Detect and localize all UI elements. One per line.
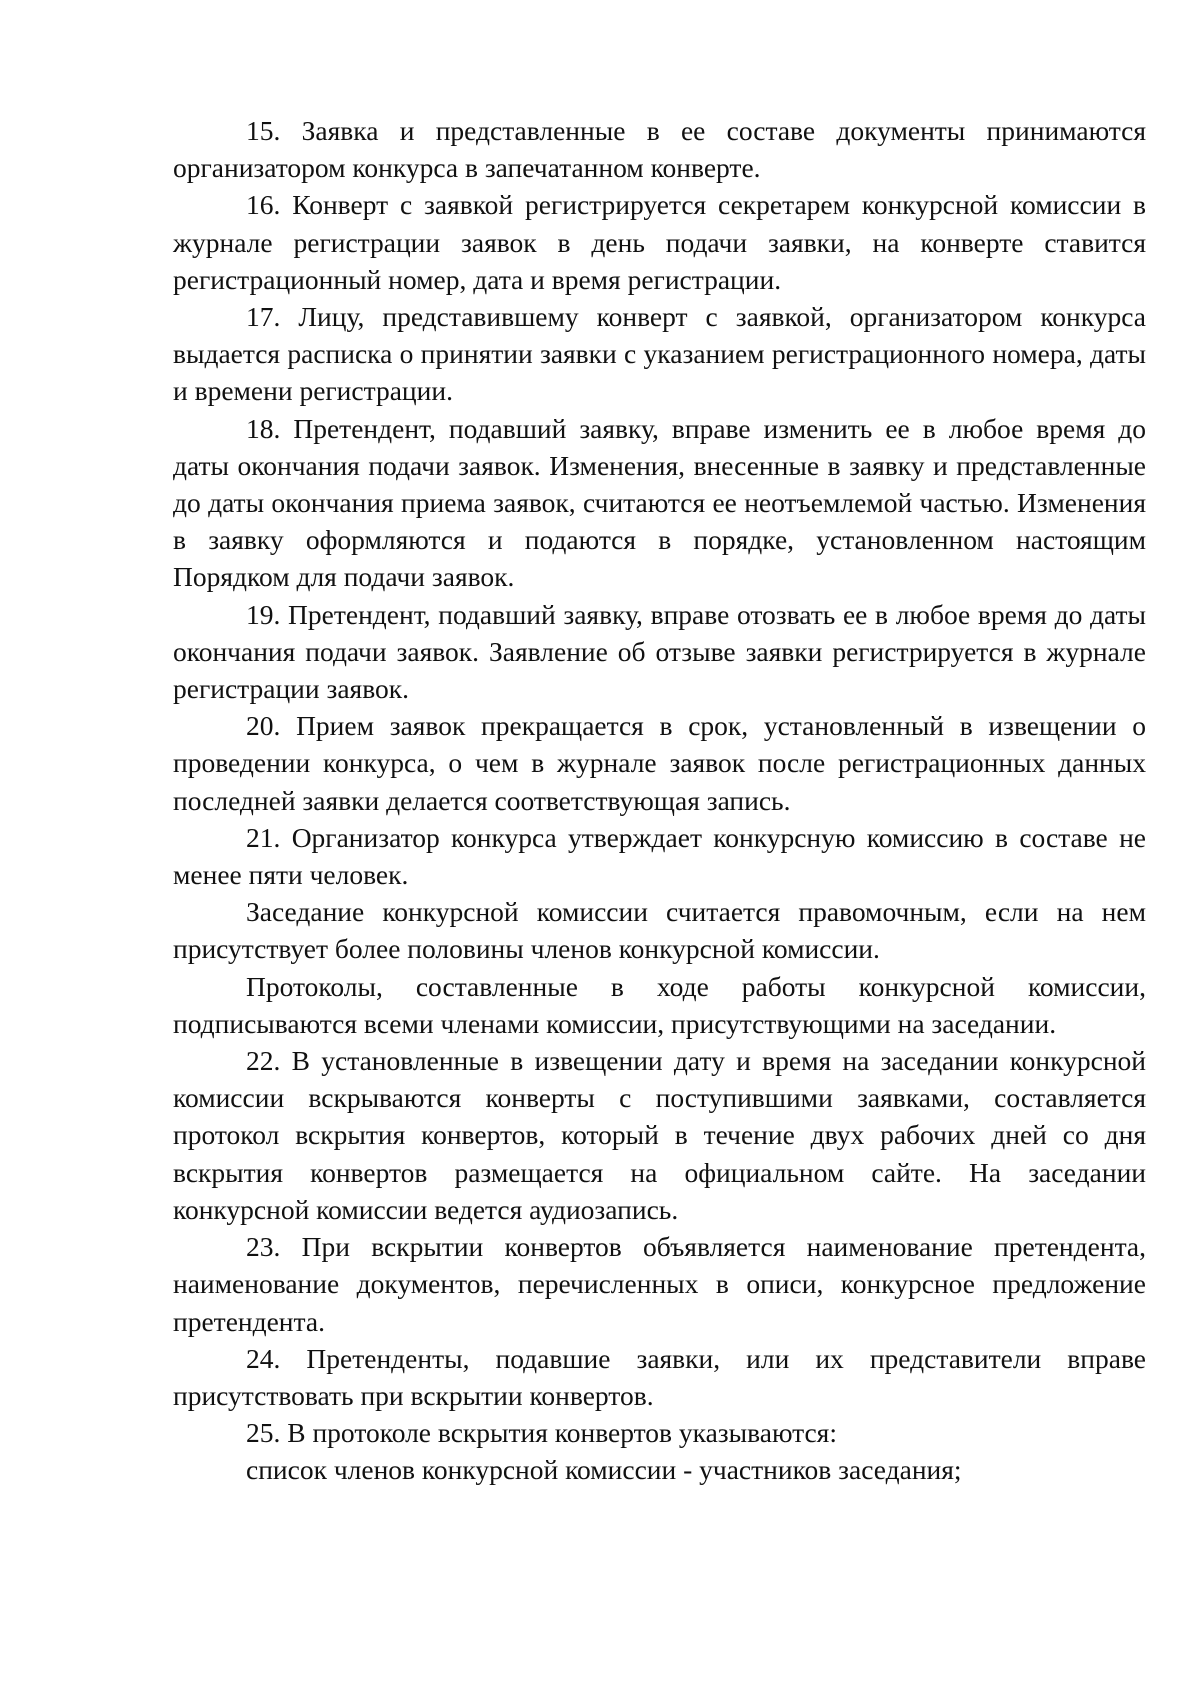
paragraph-24: 24. Претенденты, подавшие заявки, или их представители вправе присутствовать при вскрытии конвертов. — [173, 1342, 1146, 1411]
paragraph-23: 23. При вскрытии конвертов объявляется наименование претендента, наименование документов, перечисленных в описи, конкурсное предложение претендента. — [173, 1231, 1146, 1337]
document-page — [173, 112, 1146, 1489]
paragraph-commission-quorum: Заседание конкурсной комиссии считается правомочным, если на нем присутствует более половины членов конкурсной комиссии. — [173, 896, 1146, 965]
list-item-commission-members: список членов конкурсной комиссии - участников заседания; — [246, 1454, 962, 1486]
paragraph-20: 20. Прием заявок прекращается в срок, установленный в извещении о проведении конкурса, о чем в журнале заявок после регистрационных данных последней заявки делается соответствующая запись. — [173, 710, 1146, 816]
paragraph-16: 16. Конверт с заявкой регистрируется секретарем конкурсной комиссии в журнале регистрации заявок в день подачи заявки, на конверте ставится регистрационный номер, дата и время регистрации. — [173, 189, 1146, 295]
paragraph-protocols-signing: Протоколы, составленные в ходе работы конкурсной комиссии, подписываются всеми членами комиссии, присутствующими на заседании. — [173, 970, 1146, 1039]
paragraph-25: 25. В протоколе вскрытия конвертов указываются: — [246, 1417, 837, 1449]
paragraph-17: 17. Лицу, представившему конверт с заявкой, организатором конкурса выдается расписка о принятии заявки с указанием регистрационного номера, даты и времени регистрации. — [173, 301, 1146, 407]
paragraph-21: 21. Организатор конкурса утверждает конкурсную комиссию в составе не менее пяти человек. — [173, 821, 1146, 891]
paragraph-22: 22. В установленные в извещении дату и время на заседании конкурсной комиссии вскрываются конверты с поступившими заявками, составляется протокол вскрытия конвертов, который в течение двух рабочих дней со дня вскрытия конвертов размещается на официальном сайте. На заседании конкурсной комиссии ведется аудиозапись. — [173, 1045, 1146, 1225]
paragraph-15: 15. Заявка и представленные в ее составе документы принимаются организатором конкурса в запечатанном конверте. — [173, 115, 1146, 184]
paragraph-19: 19. Претендент, подавший заявку, вправе отозвать ее в любое время до даты окончания подачи заявок. Заявление об отзыве заявки регистрируется в журнале регистрации заявок. — [173, 598, 1146, 705]
paragraph-18: 18. Претендент, подавший заявку, вправе изменить ее в любое время до даты окончания подачи заявок. Изменения, внесенные в заявку и представленные до даты окончания приема заявок, считаются ее неотъемлемой частью. Изменения в заявку оформляются и подаются в порядке, установленном настоящим Порядком для подачи заявок. — [173, 412, 1146, 593]
